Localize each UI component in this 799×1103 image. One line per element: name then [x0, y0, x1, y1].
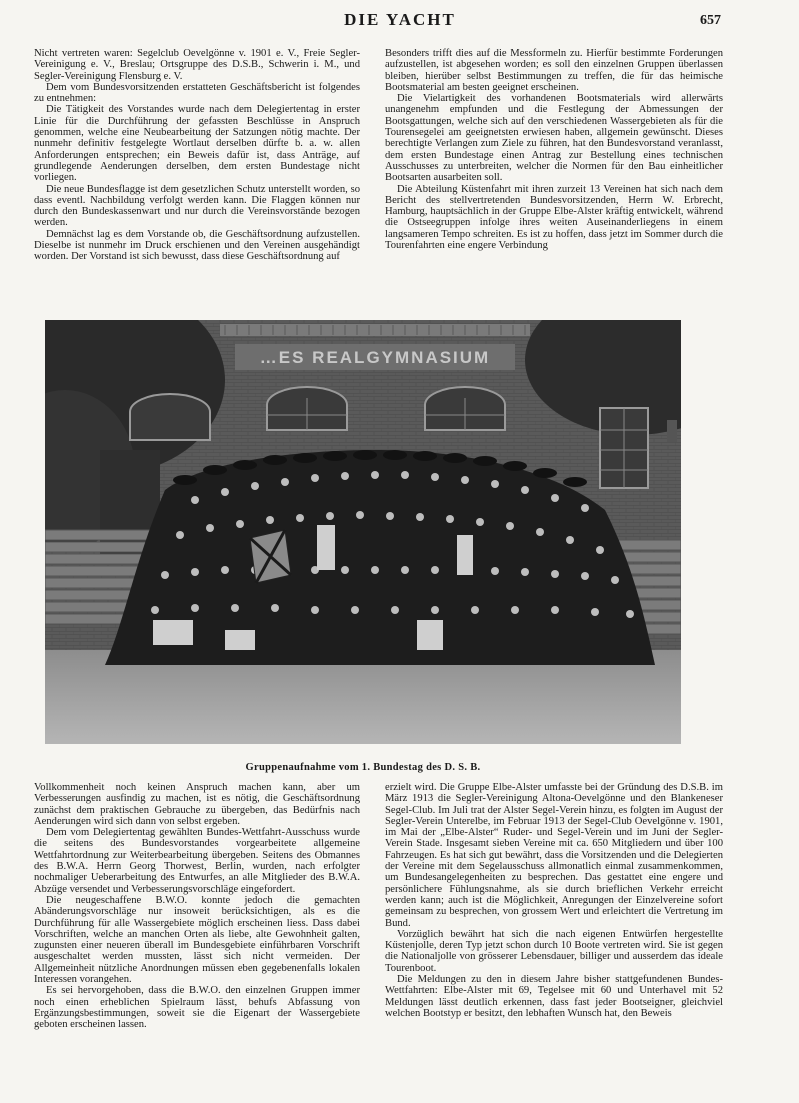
group-photo-illustration — [45, 320, 681, 744]
column-top-right — [385, 48, 723, 310]
column-bottom-right — [385, 782, 723, 1082]
paragraph: Es sei hervorgehoben, dass die B.W.O. den einzelnen Gruppen immer noch einen erheblichen Spielraum lässt, behufs Abfassung von Ergänzungsbestimmungen, soweit sie die Eigenart der Wassergebiete geboten erscheinen lassen. — [34, 985, 360, 1031]
paragraph: Die neugeschaffene B.W.O. konnte jedoch die gemachten Abänderungsvorschläge nur insoweit berücksichtigen, als es die Durchführung für alle Wassergebiete möglich erscheinen liess. Dass dabei Vorschriften, welche an manchen Orten als liebe, alte Gewohnheit galten, zugunsten einer neueren überall im Bundesgebiete einführbaren Vorschrift ausgeschaltet werden mussten, lässt sich nicht vermeiden. Der Allgemeinheit nützliche Anordnungen müssen eben gegebenenfalls lokalen Interessen vorangehen. — [34, 894, 360, 986]
paragraph: Besonders trifft dies auf die Messformeln zu. Hierfür bestimmte Forderungen aufzustellen, ist abgesehen worden; es soll den einzelnen Gruppen überlassen bleiben, hierüber selbst Bestimmungen zu treffen, die für das heimische Bootsmaterial am besten geeignet erscheinen. — [385, 48, 723, 93]
paragraph: erzielt wird. Die Gruppe Elbe-Alster umfasste bei der Gründung des D.S.B. im März 1913 die Segler-Vereinigung Altona-Oevelgönne und den Blankeneser Segel-Club. Im Juli trat der Alster Segel-Verein hinzu, es folgten im August der Segler-Verein Unterelbe, im Februar 1913 der Segel-Club Oevelgönne v. 1901, im Mai der „Elbe-Alster“ Ruder- und Segel-Verein und im Juni der Segler-Verein Stade. Insgesamt sieben Vereine mit ca. 650 Mitgliedern und über 100 Fahrzeugen. Es hat sich gut bewährt, dass die Vorsitzenden und die Delegierten der Vereine mit dem Segelausschuss allmonatlich einmal zusammenkommen, um Bundesangelegenheiten zu besprechen. Das gestattet eine engere und persönlichere Fühlungsnahme, als sie durch brieflichen Verkehr erreicht werden kann; auch ist die Möglichkeit, Anregungen der Einzelvereine sofort gemeinsam zu besprechen, von grossem Wert und erleichtert die Vertretung im Bund. — [385, 782, 723, 929]
paragraph: Die Vielartigkeit des vorhandenen Bootsmaterials wird allerwärts unangenehm empfunden und die Festlegung der Abmessungen der Bootsgattungen, welche sich auf den verschiedenen Wassergebieten als für die Tourensegelei am geeignetsten erwiesen haben, allgemein gewünscht. Dieses berechtigte Verlangen zum Ziele zu führen, hat den Bundesvorstand veranlasst, dem ersten Bundestage einen Antrag zur Bestellung eines technischen Ausschusses zu unterbreiten, welcher die Normen für den Bau einheitlicher Bootsarten ausarbeiten soll. — [385, 93, 723, 184]
paragraph: Die neue Bundesflagge ist dem gesetzlichen Schutz unterstellt worden, so dass eventl. Nachbildung verfolgt werden kann. Die Flaggen können nur durch den Bundeskassenwart und nur durch die Vereinsvorstände bezogen werden. — [34, 183, 360, 229]
column-bottom-left — [34, 782, 360, 1082]
paragraph: Die Abteilung Küstenfahrt mit ihren zurzeit 13 Vereinen hat sich nach dem Bericht des stellvertretenden Bundesvorsitzenden, Herrn W. Erbrecht, Hamburg, hauptsächlich in der Gruppe Elbe-Alster kräftig entwickelt, während die Ostseegruppen infolge ihres weiten Auseinanderliegens in einem langsameren Tempo schreiten. Es ist zu hoffen, dass jetzt im Sommer durch die Tourenfahrten eine engere Verbindung — [385, 183, 723, 252]
column-top-left — [34, 48, 360, 310]
paragraph: Demnächst lag es dem Vorstande ob, die Geschäftsordnung aufzustellen. Dieselbe ist nunmehr im Druck erschienen und den Vereinen ausgehändigt worden. Der Vorstand ist sich bewusst, dass diese Geschäftsordnung auf — [34, 228, 360, 263]
page-number: 657 — [700, 13, 721, 28]
paragraph: Dem vom Bundesvorsitzenden erstatteten Geschäftsbericht ist folgendes zu entnehmen: — [34, 81, 360, 105]
paragraph: Dem vom Delegiertentag gewählten Bundes-Wettfahrt-Ausschuss wurde die seitens des Bundesvorstandes vorgearbeitete allgemeine Wettfahrtordnung zur Weiterbearbeitung übergeben. Seitens des Obmannes des B.W.A. Herrn Georg Thorwest, Berlin, wurden, nach erfolgter nochmaliger Ueberarbeitung des Entwurfes, an alle Mitglieder des B.W.A. Abzüge versendet und Verbesserungsvorschläge eingefordert. — [34, 827, 360, 895]
paragraph: Vorzüglich bewährt hat sich die nach eigenen Entwürfen hergestellte Küstenjolle, deren Typ jetzt schon durch 10 Boote vertreten wird. Sie ist gegen die Nationaljolle von grösserer Lebensdauer, billiger und ausserdem das ideale Tourenboot. — [385, 928, 723, 974]
building-sign: …ES REALGYMNASIUM — [259, 348, 491, 367]
running-head — [0, 10, 799, 34]
paragraph: Nicht vertreten waren: Segelclub Oevelgönne v. 1901 e. V., Freie Segler-Vereinigung e. V., Breslau; Ortsgruppe des D.S.B., Schwerin i. M., und Segler-Vereinigung Flensburg e. V. — [34, 48, 360, 82]
paragraph: Die Meldungen zu den in diesem Jahre bisher stattgefundenen Bundes-Wettfahrten: Elbe-Alster mit 69, Tegelsee mit 60 und Unterhavel mit 52 Meldungen lässt deutlich erkennen, dass fast jeder Bootseigner, gleichviel welchen Bootstyp er besitzt, den lebhaften Wunsch hat, den Beweis — [385, 974, 723, 1019]
photo-caption: Gruppenaufnahme vom 1. Bundestag des D. S. B. — [245, 762, 481, 773]
group-photograph — [45, 320, 681, 744]
journal-title: DIE YACHT — [344, 10, 456, 29]
paragraph: Die Tätigkeit des Vorstandes wurde nach dem Delegiertentag in erster Linie für die Durchführung der gefassten Beschlüsse in Anspruch genommen, welche eine Neubearbeitung der Satzungen nötig machte. Der nunmehr definitiv festgelegte Wortlaut derselben dürfte b. a. w. allen Anforderungen entsprechen; ein Beweis dafür ist, dass Anträge, auf grundlegende Aenderungen derselben, dem ersten Bundestage nicht vorliegen. — [34, 104, 360, 184]
paragraph: Vollkommenheit noch keinen Anspruch machen kann, aber um Verbesserungen ausfindig zu machen, ist es nötig, die Geschäftsordnung zunächst dem praktischen Gebrauche zu übergeben, das Bedürfnis nach Aenderungen wird sich dann von selbst ergeben. — [34, 782, 360, 827]
